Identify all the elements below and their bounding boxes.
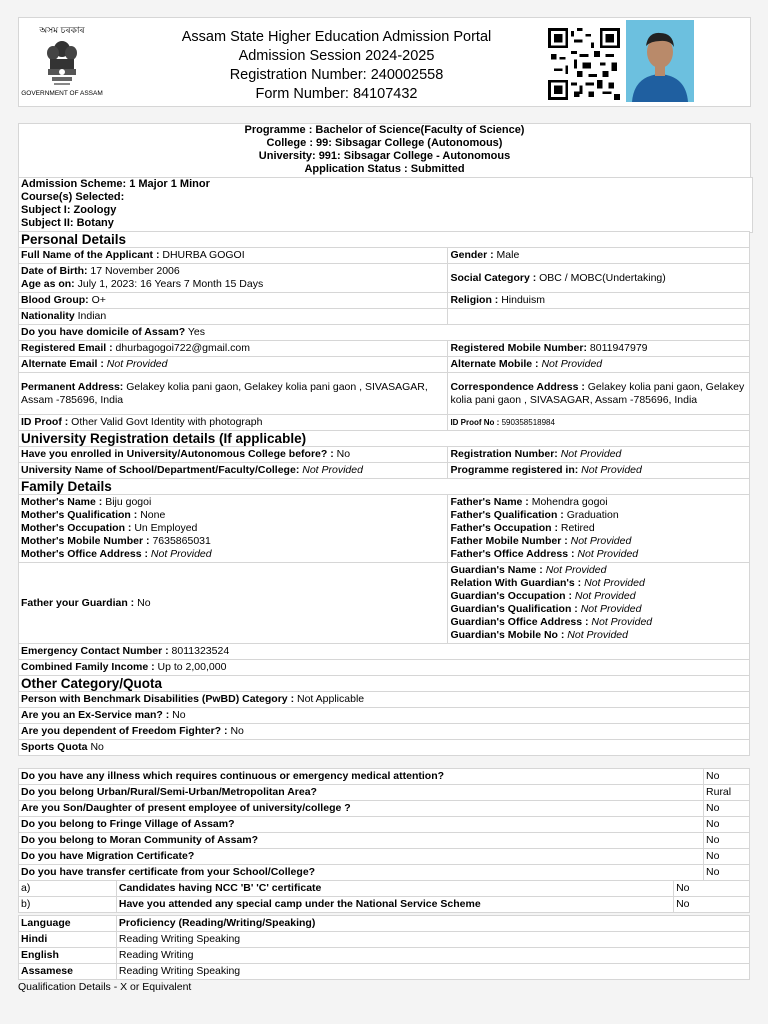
field-label: Date of Birth:	[21, 265, 88, 277]
gender-value: Male	[496, 249, 520, 261]
field-label: Programme registered in:	[450, 464, 579, 476]
form-header	[18, 17, 751, 107]
table-row	[19, 865, 750, 881]
field-label: Father Mobile Number :	[450, 535, 568, 547]
field-label: Age as on:	[21, 278, 75, 290]
proficiency-value: Reading Writing	[116, 948, 749, 964]
field-label: Sports Quota	[21, 741, 88, 753]
field-label: Father your Guardian :	[21, 596, 135, 609]
pwbd-value: Not Applicable	[296, 693, 365, 705]
father-occupation-value: Retired	[560, 522, 595, 534]
question-text: Do you have transfer certificate from your School/College?	[21, 866, 316, 878]
field-label: Guardian's Occupation :	[450, 590, 572, 602]
field-label: Mother's Office Address :	[21, 548, 148, 560]
language-table	[18, 915, 750, 980]
question-cell	[19, 817, 704, 833]
mother-name-value: Biju gogoi	[105, 496, 152, 508]
field-label: Are you an Ex-Service man? :	[21, 709, 170, 721]
section-title: Other Category/Quota	[19, 676, 750, 692]
field-label: Correspondence Address :	[450, 380, 585, 393]
field-label: Alternate Mobile :	[450, 358, 539, 370]
field-label: Blood Group:	[21, 294, 89, 306]
section-family	[19, 479, 750, 495]
field-label: Do you have domicile of Assam?	[21, 326, 186, 338]
father-mobile-value: Not Provided	[570, 535, 632, 547]
question-cell	[19, 785, 704, 801]
question-text: Do you belong Urban/Rural/Semi-Urban/Metropolitan Area?	[21, 786, 317, 798]
permanent-address-value: Gelakey kolia pani gaon, Gelakey kolia pani gaon , SIVASAGAR, Assam -785696, India	[21, 380, 428, 406]
father-qualification-value: Graduation	[566, 509, 619, 521]
question-text: Do you have any illness which requires continuous or emergency medical attention?	[21, 770, 445, 782]
field-label: Mother's Qualification :	[21, 509, 138, 521]
field-label: Guardian's Qualification :	[450, 603, 578, 615]
field-label: Father's Office Address :	[450, 548, 575, 560]
language-cell	[19, 948, 117, 964]
college-line: College : 99: Sibsagar College (Autonomous)	[266, 137, 503, 149]
ashoka-emblem-icon	[42, 39, 82, 91]
guardian-qualification-value: Not Provided	[580, 603, 642, 615]
field-label: Gender :	[450, 249, 494, 261]
question-cell	[19, 769, 704, 785]
field-label: Guardian's Mobile No :	[450, 629, 565, 641]
blood-group-value: O+	[91, 294, 106, 306]
university-line: University: 991: Sibsagar College - Autonomous	[258, 150, 511, 162]
emblem-bottom-text: GOVERNMENT OF ASSAM	[21, 90, 103, 97]
question-cell	[19, 865, 704, 881]
table-row	[19, 357, 750, 373]
dob-value: 17 November 2006	[90, 265, 180, 277]
applicant-photo	[626, 20, 694, 102]
table-row	[19, 563, 750, 644]
item-key: b)	[19, 897, 117, 913]
field-label: Are you dependent of Freedom Fighter? :	[21, 725, 228, 737]
admission-session: Admission Session 2024-2025	[238, 48, 435, 64]
table-row	[19, 801, 750, 817]
table-row	[19, 644, 750, 660]
mother-qualification-value: None	[140, 509, 166, 521]
field-label: Full Name of the Applicant :	[21, 249, 160, 261]
mother-mobile-value: 7635865031	[152, 535, 211, 547]
scheme-line: Admission Scheme: 1 Major 1 Minor	[21, 178, 210, 190]
social-category-value: OBC / MOBC(Undertaking)	[539, 271, 666, 284]
section-university	[19, 431, 750, 447]
religion-value: Hinduism	[501, 294, 545, 306]
table-row	[19, 660, 750, 676]
proficiency-value: Reading Writing Speaking	[116, 964, 749, 980]
field-label: Mother's Occupation :	[21, 522, 132, 534]
alt-mobile-value: Not Provided	[541, 358, 603, 370]
table-row	[19, 708, 750, 724]
header-title-block	[139, 28, 534, 104]
questions-table	[18, 768, 750, 881]
courses-line: Course(s) Selected:	[21, 191, 125, 203]
sports-quota-value: No	[90, 741, 104, 753]
application-status: Application Status : Submitted	[304, 163, 465, 175]
table-row	[19, 740, 750, 756]
father-name-value: Mohendra gogoi	[531, 496, 608, 508]
table-row	[19, 897, 750, 913]
table-row	[19, 293, 750, 309]
family-income-value: Up to 2,00,000	[157, 661, 227, 673]
age-value: July 1, 2023: 16 Years 7 Month 15 Days	[77, 278, 264, 290]
language-name: Assamese	[21, 965, 73, 977]
field-label: Registration Number:	[450, 448, 558, 460]
language-name: English	[21, 949, 59, 961]
column-header-proficiency: Proficiency (Reading/Writing/Speaking)	[118, 917, 316, 929]
item-key: a)	[19, 881, 117, 897]
table-row	[19, 264, 750, 293]
table-row	[19, 495, 750, 563]
extra-activities-table	[18, 880, 750, 913]
field-label: Mother's Mobile Number :	[21, 535, 150, 547]
field-label: Registered Mobile Number:	[450, 342, 587, 354]
answer-value: No	[704, 769, 750, 785]
language-cell	[19, 932, 117, 948]
table-row	[19, 932, 750, 948]
qualification-heading: Qualification Details - X or Equivalent	[18, 981, 192, 993]
field-label: Mother's Name :	[21, 496, 103, 508]
field-label: Relation With Guardian's :	[450, 577, 582, 589]
table-row	[19, 724, 750, 740]
government-emblem	[21, 20, 103, 100]
field-label: Father's Qualification :	[450, 509, 564, 521]
question-text: Have you attended any special camp under the National Service Scheme	[118, 898, 481, 910]
table-row	[19, 415, 750, 431]
programme-line: Programme : Bachelor of Science(Faculty of Science)	[244, 124, 525, 136]
field-label: ID Proof :	[21, 416, 69, 428]
email-value: dhurbagogoi722@gmail.com	[115, 342, 250, 354]
field-label: Religion :	[450, 294, 499, 306]
answer-value: No	[674, 897, 750, 913]
question-text: Do you belong to Moran Community of Assam?	[21, 834, 259, 846]
language-cell	[19, 964, 117, 980]
section-title: Family Details	[19, 479, 750, 495]
table-row	[19, 373, 750, 415]
emblem-top-text: অসম চৰকাৰ	[39, 25, 85, 35]
freedom-fighter-value: No	[230, 725, 244, 737]
answer-value: No	[704, 833, 750, 849]
answer-value: No	[704, 801, 750, 817]
school-value: Not Provided	[302, 464, 363, 476]
question-text: Do you have Migration Certificate?	[21, 850, 195, 862]
question-cell	[116, 881, 673, 897]
emergency-contact-value: 8011323524	[171, 645, 230, 657]
guardian-office-value: Not Provided	[591, 616, 653, 628]
mother-occupation-value: Un Employed	[134, 522, 198, 534]
field-label: Guardian's Office Address :	[450, 616, 589, 628]
table-row	[19, 341, 750, 357]
section-title: University Registration details (If applicable)	[19, 431, 750, 447]
question-cell	[19, 849, 704, 865]
column-header-language: Language	[21, 917, 71, 929]
guardian-flag-value: No	[137, 596, 151, 609]
mobile-value: 8011947979	[589, 342, 648, 354]
table-row	[19, 785, 750, 801]
field-label: Registered Email :	[21, 342, 113, 354]
table-row	[19, 463, 750, 479]
field-label: Combined Family Income :	[21, 661, 155, 673]
answer-value: No	[704, 849, 750, 865]
mother-office-value: Not Provided	[150, 548, 212, 560]
subject-two: Subject II: Botany	[21, 217, 114, 229]
correspondence-address-value: Gelakey kolia pani gaon, Gelakey kolia pani gaon , SIVASAGAR, Assam -785696, India	[450, 380, 745, 406]
table-row	[19, 833, 750, 849]
question-cell	[19, 801, 704, 817]
table-header-row	[19, 916, 750, 932]
field-label: Father's Occupation :	[450, 522, 558, 534]
field-label: Alternate Email :	[21, 358, 104, 370]
domicile-value: Yes	[187, 326, 206, 338]
field-label: Social Category :	[450, 271, 537, 284]
form-number: Form Number: 84107432	[255, 86, 418, 102]
answer-value: No	[674, 881, 750, 897]
father-office-value: Not Provided	[577, 548, 639, 560]
subject-one: Subject I: Zoology	[21, 204, 117, 216]
field-label: University Name of School/Department/Faculty/College:	[21, 464, 300, 476]
field-label: Emergency Contact Number :	[21, 645, 169, 657]
guardian-mobile-value: Not Provided	[567, 629, 628, 641]
section-other	[19, 676, 750, 692]
table-row	[19, 964, 750, 980]
question-cell	[19, 833, 704, 849]
table-row	[19, 692, 750, 708]
applicant-name: DHURBA GOGOI	[162, 249, 245, 261]
field-label: Person with Benchmark Disabilities (PwBD) Category :	[21, 693, 295, 705]
section-title: Personal Details	[19, 232, 750, 248]
question-text: Are you Son/Daughter of present employee of university/college ?	[21, 802, 351, 814]
field-label: Guardian's Name :	[450, 564, 543, 576]
answer-value: No	[704, 865, 750, 881]
guardian-name-value: Not Provided	[545, 564, 607, 576]
table-row	[19, 817, 750, 833]
section-personal	[19, 232, 750, 248]
table-row	[19, 325, 750, 341]
admission-scheme	[18, 177, 753, 233]
question-cell	[116, 897, 673, 913]
guardian-relation-value: Not Provided	[584, 577, 645, 589]
table-row	[19, 248, 750, 264]
field-label: Have you enrolled in University/Autonomous College before? :	[21, 448, 334, 460]
language-name: Hindi	[21, 933, 48, 945]
answer-value: Rural	[704, 785, 750, 801]
question-text: Do you belong to Fringe Village of Assam?	[21, 818, 235, 830]
guardian-occupation-value: Not Provided	[574, 590, 636, 602]
proficiency-value: Reading Writing Speaking	[116, 932, 749, 948]
registration-number: Registration Number: 240002558	[229, 67, 444, 83]
field-label: Nationality	[21, 310, 75, 322]
field-label: Permanent Address:	[21, 380, 124, 393]
table-row	[19, 948, 750, 964]
enrolled-value: No	[336, 448, 351, 460]
table-row	[19, 447, 750, 463]
field-label: Father's Name :	[450, 496, 529, 508]
table-row	[19, 309, 750, 325]
programme-registered-value: Not Provided	[581, 464, 642, 476]
university-regno-value: Not Provided	[560, 448, 622, 460]
answer-value: No	[704, 817, 750, 833]
field-label: ID Proof No :	[450, 418, 500, 427]
table-row	[19, 769, 750, 785]
nationality-value: Indian	[77, 310, 107, 322]
ex-service-value: No	[172, 709, 186, 721]
table-row	[19, 849, 750, 865]
details-table	[18, 231, 750, 756]
person-photo-icon	[626, 20, 694, 102]
portal-name: Assam State Higher Education Admission Portal	[181, 29, 492, 45]
alt-email-value: Not Provided	[106, 358, 168, 370]
id-proof-value: Other Valid Govt Identity with photograph	[71, 416, 263, 428]
programme-summary	[18, 123, 751, 179]
qr-code-icon	[546, 28, 622, 100]
question-text: Candidates having NCC 'B' 'C' certificate	[118, 882, 322, 894]
table-row	[19, 881, 750, 897]
id-proof-number-value: 590358518984	[501, 418, 555, 427]
